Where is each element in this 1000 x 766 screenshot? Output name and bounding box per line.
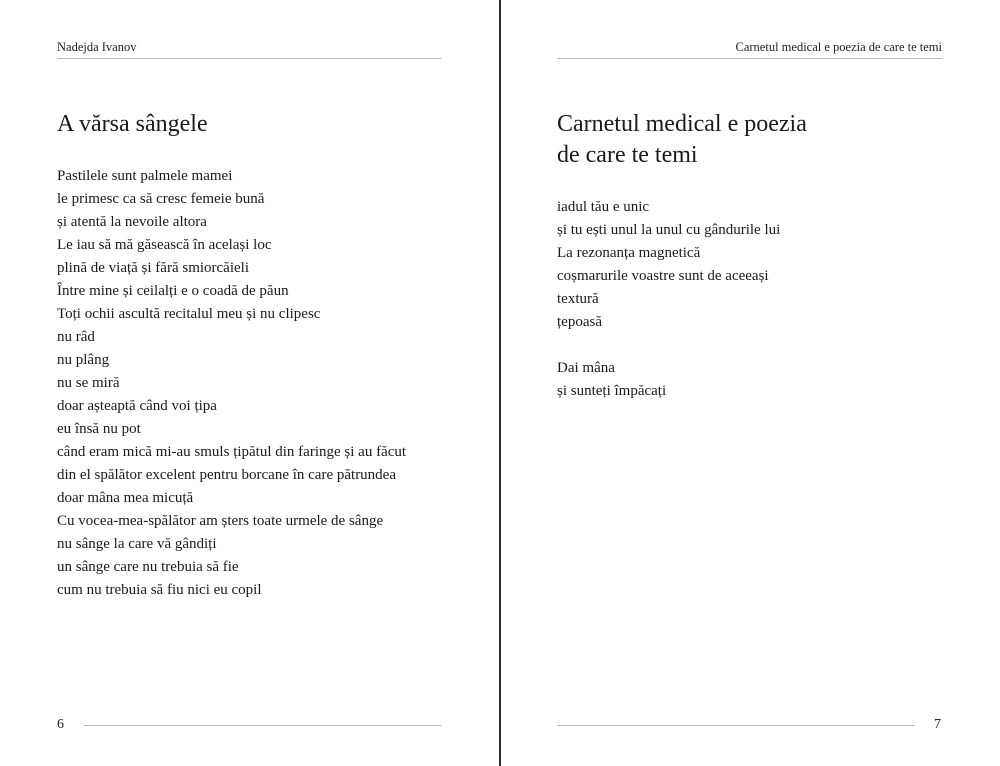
poem-line: țepoasă (557, 314, 602, 330)
poem-line: un sânge care nu trebuia să fie (57, 559, 239, 575)
poem-line: nu se miră (57, 375, 120, 391)
poem-line: eu însă nu pot (57, 421, 141, 437)
left-page (0, 0, 499, 766)
poem-line: Cu vocea-mea-spălător am șters toate urmele de sânge (57, 513, 384, 529)
poem-title-line: de care te temi (557, 142, 698, 168)
poem-line: și atentă la nevoile altora (57, 214, 207, 230)
right-page (501, 0, 1000, 766)
running-head-poem-title: Carnetul medical e poezia de care te temi (735, 40, 942, 54)
poem-line: nu plâng (57, 352, 110, 368)
poem-line: le primesc ca să cresc femeie bună (57, 191, 265, 207)
poem-body (557, 196, 780, 403)
poem-line: Dai mâna (557, 360, 615, 376)
page-number: 7 (934, 717, 941, 732)
poem-line: iadul tău e unic (557, 199, 650, 215)
poem-title (557, 109, 807, 171)
poem-title-line: Carnetul medical e poezia (557, 111, 807, 137)
poem-line: plină de viață și fără smiorcăieli (57, 260, 250, 276)
poem-line: Toți ochii ascultă recitalul meu și nu clipesc (57, 306, 321, 322)
poem-line: La rezonanța magnetică (557, 245, 701, 261)
running-head-author: Nadejda Ivanov (57, 40, 137, 54)
stanza-break (557, 334, 780, 357)
poem-line: nu sânge la care vă gândiți (57, 536, 217, 552)
poem-line: Le iau să mă găsească în același loc (57, 237, 272, 253)
poem-title: A vărsa sângele (57, 111, 208, 137)
poem-line: coșmarurile voastre sunt de aceeași (557, 268, 769, 284)
header-rule (57, 58, 441, 59)
poem-line: doar așteaptă când voi țipa (57, 398, 217, 414)
page-number: 6 (57, 717, 64, 732)
poem-line: cum nu trebuia să fiu nici eu copil (57, 582, 262, 598)
poem-line: și tu ești unul la unul cu gândurile lui (557, 222, 781, 238)
poem-body (57, 165, 406, 602)
poem-line: din el spălător excelent pentru borcane în care pătrundea (57, 467, 397, 483)
poem-line: și sunteți împăcați (557, 383, 667, 399)
footer-rule (557, 725, 915, 726)
poem-line: Pastilele sunt palmele mamei (57, 168, 233, 184)
footer-rule (84, 725, 441, 726)
poem-line: când eram mică mi-au smuls țipătul din faringe și au făcut (57, 444, 407, 460)
poem-line: Între mine și ceilalți e o coadă de păun (57, 283, 289, 299)
poem-line: textură (557, 291, 599, 307)
header-rule (557, 58, 942, 59)
poem-line: doar mâna mea micuță (57, 490, 194, 506)
poem-line: nu râd (57, 329, 95, 345)
